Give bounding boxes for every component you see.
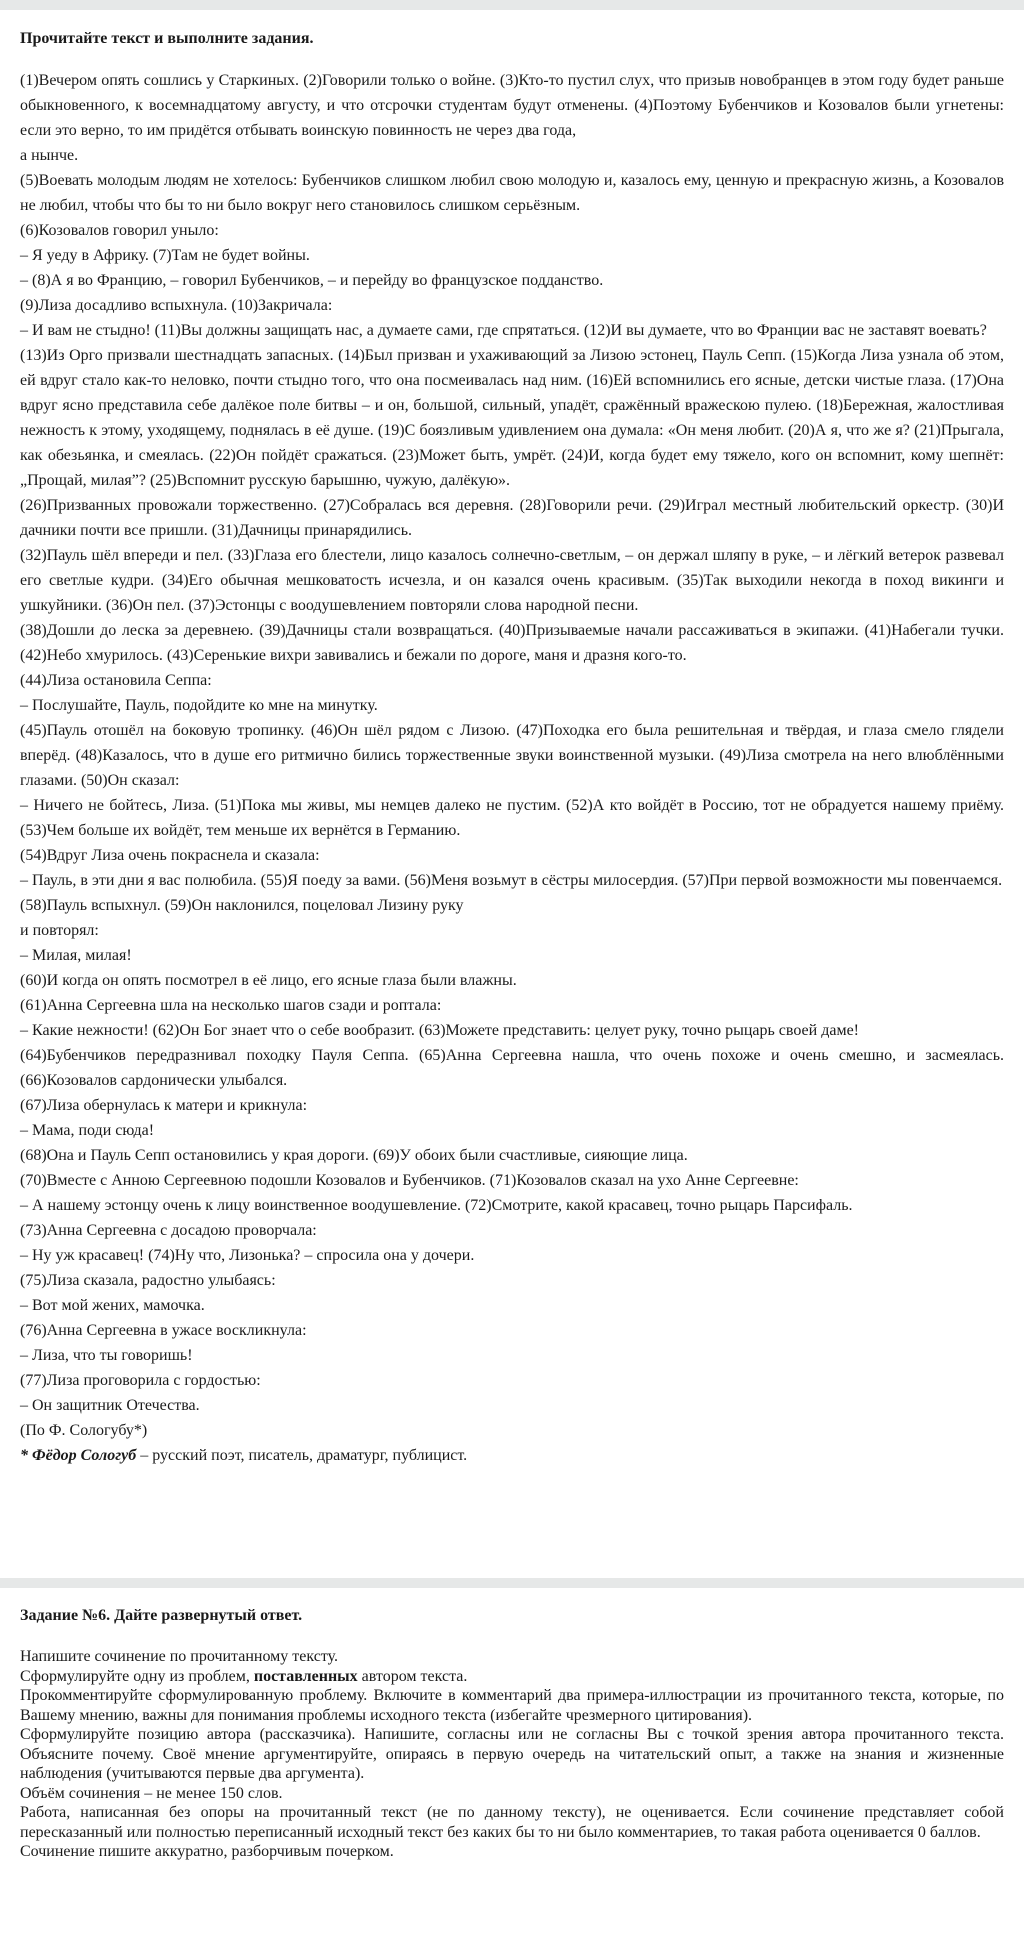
text-paragraph: (13)Из Орго призвали шестнадцать запасных. (14)Был призван и ухаживающий за Лизою эстонец, Пауль Сепп. (15)Когда Лиза узнала об этом, ей вдруг стало как-то неловко, почти стыдно того, что она посмеивалась над ним. (16)Ей вспомнились его ясные, детски чистые глаза. (17)Она вдруг ясно представила себе далёкое поле битвы – и он, большой, сильный, упадёт, сражённый вражескою пулею. (18)Бережная, жалостливая нежность к этому, уходящему, поднялась в её душе. (19)С боязливым удивлением она думала: «Он меня любит. (20)А я, что же я? (21)Прыгала, как обезьянка, и смеялась. (22)Он пойдёт сражаться. (23)Может быть, умрёт. (24)И, когда будет ему тяжело, кого он вспомнит, кому шепнёт: „Прощай, милая”? (25)Вспомнит русскую барышню, чужую, далёкую». <box>20 347 1004 489</box>
text-paragraph: – А нашему эстонцу очень к лицу воинственное воодушевление. (72)Смотрите, какой красавец, точно рыцарь Парсифаль. <box>20 1197 853 1214</box>
text-paragraph: (68)Она и Пауль Сепп остановились у края дороги. (69)У обоих были счастливые, сияющие лица. <box>20 1147 688 1164</box>
task-instruction-2-start: Сформулируйте одну из проблем, <box>20 1667 254 1685</box>
section-divider <box>0 1578 1024 1588</box>
reading-text-card <box>20 28 1004 1468</box>
text-paragraph: – Послушайте, Пауль, подойдите ко мне на минутку. <box>20 697 378 714</box>
text-paragraph: (По Ф. Сологубу*) <box>20 1422 148 1439</box>
text-paragraph: – И вам не стыдно! (11)Вы должны защищать нас, а думаете сами, где спрятаться. (12)И вы думаете, что во Франции вас не заставят воевать? <box>20 322 987 339</box>
text-paragraph: (70)Вместе с Анною Сергеевною подошли Козовалов и Бубенчиков. (71)Козовалов сказал на ухо Анне Сергеевне: <box>20 1172 799 1189</box>
text-paragraph: и повторял: <box>20 922 99 939</box>
author-description: – русский поэт, писатель, драматург, публицист. <box>136 1447 468 1464</box>
text-paragraph: (67)Лиза обернулась к матери и крикнула: <box>20 1097 308 1114</box>
text-paragraph: (6)Козовалов говорил уныло: <box>20 222 219 239</box>
text-paragraph: (64)Бубенчиков передразнивал походку Пауля Сеппа. (65)Анна Сергеевна нашла, что очень похоже и очень смешно, и засмеялась. (66)Козовалов сардонически улыбался. <box>20 1047 1004 1089</box>
text-paragraph: (75)Лиза сказала, радостно улыбаясь: <box>20 1272 276 1289</box>
reading-text <box>20 68 1004 1443</box>
task-instruction-2 <box>20 1667 1004 1687</box>
text-paragraph: (45)Пауль отошёл на боковую тропинку. (46)Он шёл рядом с Лизою. (47)Походка его была решительная и твёрдая, и глаза смело глядели вперёд. (48)Казалось, что в душе его ритмично бились торжественные звуки воинственной музыки. (49)Лиза смотрела на него влюблёнными глазами. (50)Он сказал: <box>20 722 1004 789</box>
text-paragraph: – Мама, поди сюда! <box>20 1122 155 1139</box>
text-paragraph: (76)Анна Сергеевна в ужасе воскликнула: <box>20 1322 307 1339</box>
task-instruction-5: Объём сочинения – не менее 150 слов. <box>20 1784 283 1802</box>
text-paragraph: – (8)А я во Францию, – говорил Бубенчиков, – и перейду во французское подданство. <box>20 272 604 289</box>
author-name: * Фёдор Сологуб <box>20 1447 137 1464</box>
reading-title: Прочитайте текст и выполните задания. <box>20 30 314 47</box>
task-title: Задание №6. Дайте развернутый ответ. <box>20 1607 303 1624</box>
text-paragraph: (58)Пауль вспыхнул. (59)Он наклонился, поцеловал Лизину руку <box>20 897 464 914</box>
text-paragraph: (60)И когда он опять посмотрел в её лицо, его ясные глаза были влажны. <box>20 972 517 989</box>
text-paragraph: (9)Лиза досадливо вспыхнула. (10)Закричала: <box>20 297 333 314</box>
text-paragraph: (61)Анна Сергеевна шла на несколько шагов сзади и роптала: <box>20 997 442 1014</box>
task-instruction-3: Прокомментируйте сформулированную проблему. Включите в комментарий два примера-иллюстрации из прочитанного текста, которые, по Вашему мнению, важны для понимания проблемы исходного текста (избегайте чрезмерного цитирования). <box>20 1687 1004 1724</box>
text-paragraph: – Он защитник Отечества. <box>20 1397 200 1414</box>
text-paragraph: – Ничего не бойтесь, Лиза. (51)Пока мы живы, мы немцев далеко не пустим. (52)А кто войдёт в Россию, тот не обрадуется нашему приёму. (53)Чем больше их войдёт, тем меньше их вернётся в Германию. <box>20 797 1004 839</box>
text-paragraph: – Лиза, что ты говоришь! <box>20 1347 193 1364</box>
text-paragraph: (54)Вдруг Лиза очень покраснела и сказала: <box>20 847 320 864</box>
text-paragraph: – Ну уж красавец! (74)Ну что, Лизонька? – спросила она у дочери. <box>20 1247 475 1264</box>
top-divider <box>0 0 1024 10</box>
text-paragraph: (5)Воевать молодым людям не хотелось: Бубенчиков слишком любил свою молодую и, казалось ему, ценную и прекрасную жизнь, а Козовалов не любил, чтобы что бы то ни было вокруг него становилось слишком серьёзным. <box>20 172 1004 214</box>
text-paragraph: (1)Вечером опять сошлись у Старкиных. (2)Говорили только о войне. (3)Кто-то пустил слух, что призыв новобранцев в этом году будет раньше обыкновенного, к восемнадцатому августу, и что отсрочки студентам будут отменены. (4)Поэтому Бубенчиков и Козовалов были угнетены: если это верно, то им придётся отбывать воинскую повинность не через два года, <box>20 72 1004 139</box>
text-paragraph: (77)Лиза проговорила с гордостью: <box>20 1372 261 1389</box>
task-instruction-4: Сформулируйте позицию автора (рассказчика). Напишите, согласны или не согласны Вы с точкой зрения автора прочитанного текста. Объясните почему. Своё мнение аргументируйте, опираясь в первую очередь на читательский опыт, а также на знания и жизненные наблюдения (учитываются первые два аргумента). <box>20 1726 1004 1782</box>
text-paragraph: а нынче. <box>20 147 79 164</box>
text-paragraph: (38)Дошли до леска за деревнею. (39)Дачницы стали возвращаться. (40)Призываемые начали рассаживаться в экипажи. (41)Набегали тучки. (42)Небо хмурилось. (43)Серенькие вихри завивались и бежали по дороге, маня и дразня кого-то. <box>20 622 1004 664</box>
text-paragraph: – Какие нежности! (62)Он Бог знает что о себе вообразит. (63)Можете представить: целует руку, точно рыцарь своей даме! <box>20 1022 859 1039</box>
text-paragraph: – Пауль, в эти дни я вас полюбила. (55)Я поеду за вами. (56)Меня возьмут в сёстры милосердия. (57)При первой возможности мы повенчаемся. <box>20 872 1003 889</box>
author-note <box>20 1443 1004 1468</box>
text-paragraph: – Милая, милая! <box>20 947 132 964</box>
text-paragraph: (26)Призванных провожали торжественно. (27)Собралась вся деревня. (28)Говорили речи. (29)Играл местный любительский оркестр. (30)И дачники почти все пришли. (31)Дачницы принарядились. <box>20 497 1004 539</box>
text-paragraph: (73)Анна Сергеевна с досадою проворчала: <box>20 1222 317 1239</box>
task-card <box>20 1605 1004 1862</box>
text-paragraph: (44)Лиза остановила Сеппа: <box>20 672 212 689</box>
text-paragraph: – Вот мой жених, мамочка. <box>20 1297 205 1314</box>
task-instruction-6: Работа, написанная без опоры на прочитанный текст (не по данному тексту), не оценивается. Если сочинение представляет собой пересказанный или полностью переписанный исходный текст без каких бы то ни было комментариев, то такая работа оценивается 0 баллов. <box>20 1804 1004 1841</box>
task-instruction-1: Напишите сочинение по прочитанному тексту. <box>20 1648 339 1665</box>
task-instruction-7: Сочинение пишите аккуратно, разборчивым почерком. <box>20 1843 394 1860</box>
text-paragraph: – Я уеду в Африку. (7)Там не будет войны. <box>20 247 310 264</box>
task-instruction-2-end: автором текста. <box>357 1667 468 1685</box>
text-paragraph: (32)Пауль шёл впереди и пел. (33)Глаза его блестели, лицо казалось солнечно-светлым, – он держал шляпу в руке, – и лёгкий ветерок развевал его светлые кудри. (34)Его обычная мешковатость исчезла, и он казался очень красивым. (35)Так выходили некогда в поход викинги и ушкуйники. (36)Он пел. (37)Эстонцы с воодушевлением повторяли слова народной песни. <box>20 547 1004 614</box>
task-instruction-2-bold: поставленных <box>253 1667 358 1685</box>
